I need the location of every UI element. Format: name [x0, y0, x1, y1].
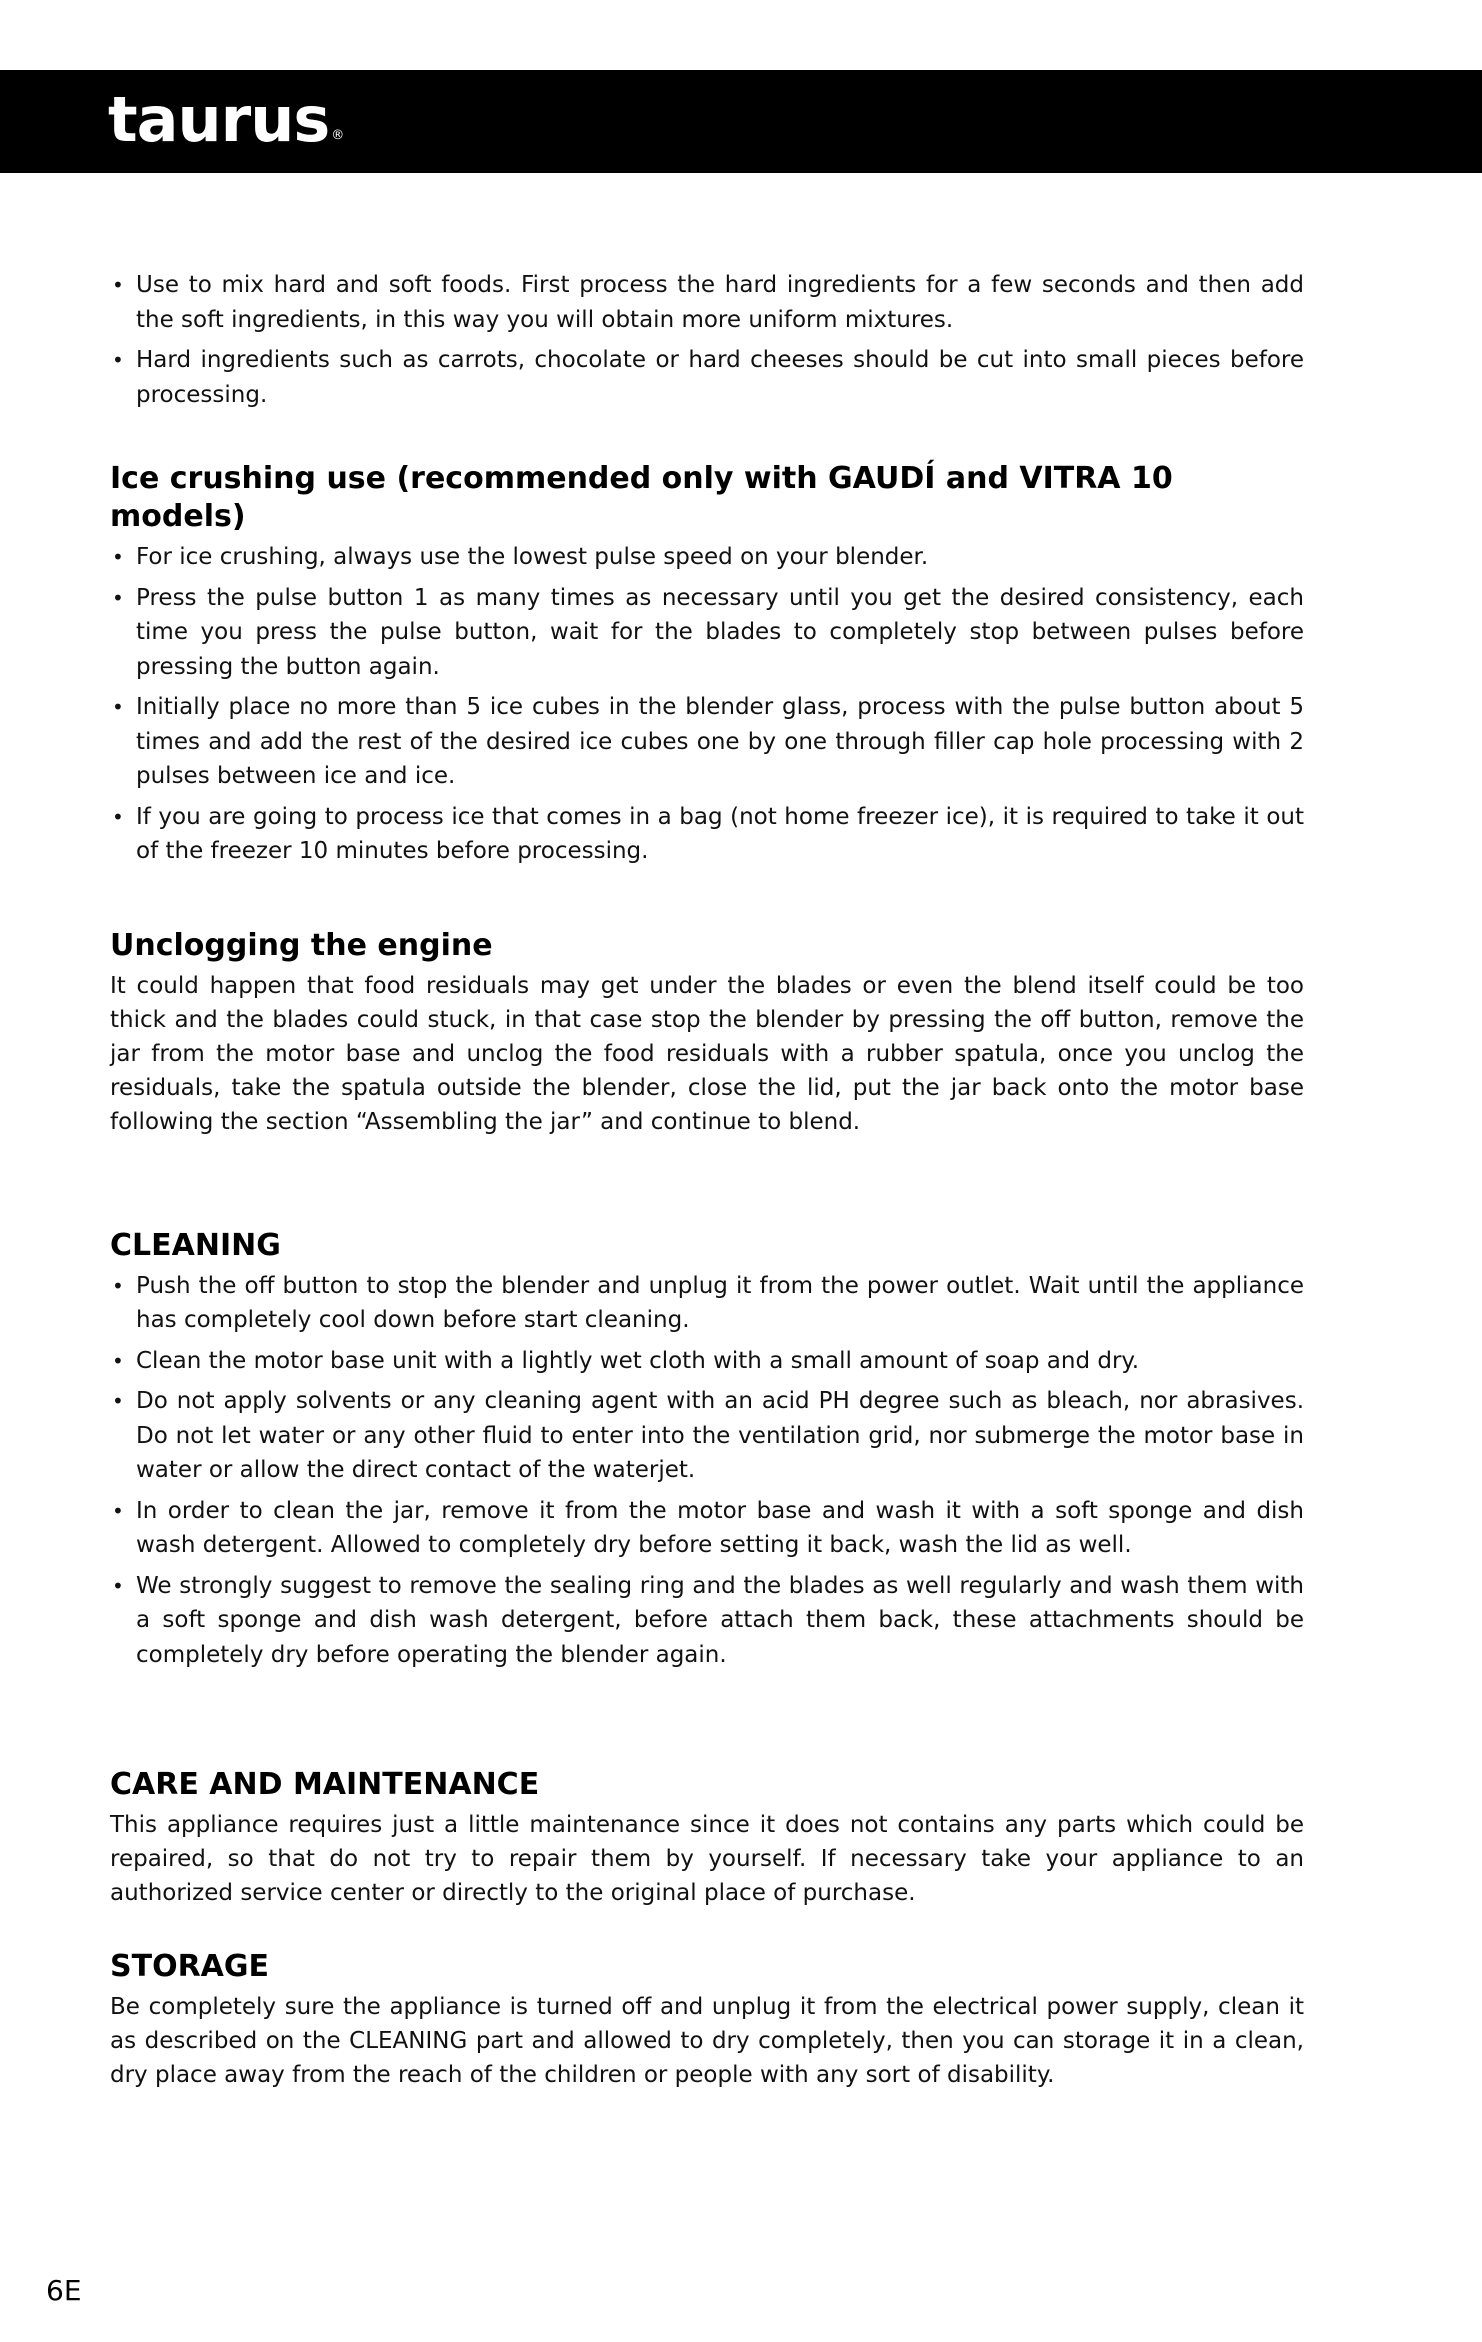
cleaning-section — [110, 1227, 1304, 1673]
list-item: • Hard ingredients such as carrots, chocolate or hard cheeses should be cut into small pieces before processing. — [110, 343, 1304, 412]
list-item: • Do not apply solvents or any cleaning agent with an acid PH degree such as bleach, nor abrasives. Do not let water or any other fluid to enter into the ventilation grid, nor submerge the motor base in water or allow the direct contact of the waterjet. — [110, 1384, 1304, 1488]
list-item: • Push the off button to stop the blender and unplug it from the power outlet. Wait until the appliance has completely cool down before start cleaning. — [110, 1269, 1304, 1338]
ice-crushing-heading: Ice crushing use (recommended only with GAUDÍ and VITRA 10 models) — [110, 461, 1173, 534]
list-item: • In order to clean the jar, remove it from the motor base and wash it with a soft sponge and dish wash detergent. Allowed to completely dry before setting it back, wash the lid as well. — [110, 1494, 1304, 1563]
care-maintenance-section — [110, 1766, 1304, 1910]
unclogging-section — [110, 927, 1304, 1139]
list-item: • We strongly suggest to remove the sealing ring and the blades as well regularly and wash them with a soft sponge and dish wash detergent, before attach them back, these attachments should be completely dry before operating the blender again. — [110, 1569, 1304, 1673]
storage-heading: STORAGE — [110, 1949, 270, 1984]
list-item: • Clean the motor base unit with a lightly wet cloth with a small amount of soap and dry. — [110, 1344, 1304, 1379]
unclogging-text: It could happen that food residuals may get under the blades or even the blend itself could be too thick and the blades could stuck, in that case stop the blender by pressing the off button, remove the jar from the motor base and unclog the food residuals with a rubber spatula, once you unclog the residuals, take the spatula outside the blender, close the lid, put the jar back onto the motor base following the section “Assembling the jar” and continue to blend. — [110, 972, 1304, 1135]
cleaning-list — [110, 1269, 1304, 1673]
taurus-logo — [108, 83, 345, 156]
care-maintenance-heading: CARE AND MAINTENANCE — [110, 1767, 540, 1802]
storage-text: Be completely sure the appliance is turned off and unplug it from the electrical power supply, clean it as described on the CLEANING part and allowed to dry completely, then you can storage it in a clean, dry place away from the reach of the children or people with any sort of disability. — [110, 1994, 1304, 2088]
list-item: • Initially place no more than 5 ice cubes in the blender glass, process with the pulse button about 5 times and add the rest of the desired ice cubes one by one through filler cap hole processing with 2 pulses between ice and ice. — [110, 690, 1304, 794]
logo-text: taurus — [108, 83, 330, 156]
intro-list — [110, 268, 1304, 412]
registered-mark: ® — [331, 128, 345, 143]
list-item: • Press the pulse button 1 as many times as necessary until you get the desired consistency, each time you press the pulse button, wait for the blades to completely stop between pulses before pressing the button again. — [110, 581, 1304, 685]
list-item: • If you are going to process ice that comes in a bag (not home freezer ice), it is required to take it out of the freezer 10 minutes before processing. — [110, 800, 1304, 869]
unclogging-heading: Unclogging the engine — [110, 927, 493, 963]
care-maintenance-text: This appliance requires just a little maintenance since it does not contains any parts which could be repaired, so that do not try to repair them by yourself. If necessary take your appliance to an authorized service center or directly to the original place of purchase. — [110, 1812, 1304, 1906]
page-content — [110, 268, 1304, 2092]
ice-crushing-section — [110, 460, 1304, 869]
storage-section — [110, 1948, 1304, 2092]
header-bar — [0, 70, 1482, 173]
cleaning-heading: CLEANING — [110, 1227, 281, 1263]
page-number: 6E — [46, 2274, 82, 2307]
list-item: • For ice crushing, always use the lowest pulse speed on your blender. — [110, 540, 1304, 575]
list-item: • Use to mix hard and soft foods. First process the hard ingredients for a few seconds and then add the soft ingredients, in this way you will obtain more uniform mixtures. — [110, 268, 1304, 337]
ice-crushing-list — [110, 540, 1304, 869]
